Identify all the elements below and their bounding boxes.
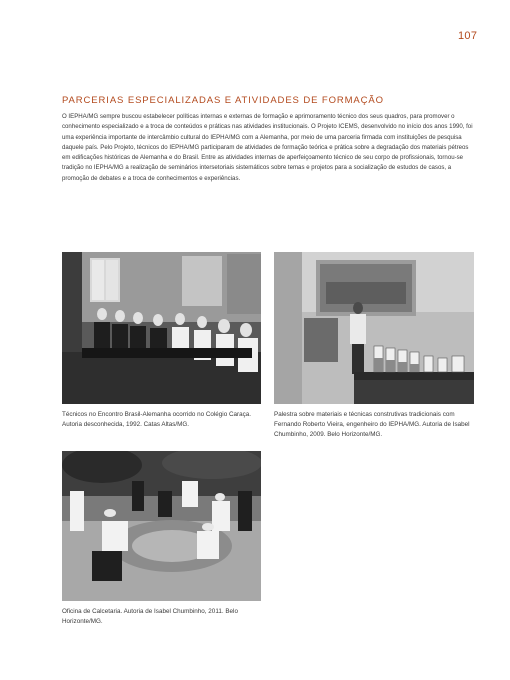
section-title: PARCERIAS ESPECIALIZADAS E ATIVIDADES DE FORMAÇÃO (62, 95, 384, 106)
photo-seminar-group (62, 252, 261, 404)
photo-lecture-materials (274, 252, 474, 404)
body-paragraph: O IEPHA/MG sempre buscou estabelecer políticas internas e externas de formação e aprimoramento técnico dos seus quadros, para promover o conhecimento especializado e a troca de conteúdos e práticas nas atividades institucionais. O Projeto ICEMS, desenvolvido no início dos anos 1990, foi uma experiência importante de intercâmbio cultural do IEPHA/MG com a Alemanha, por meio de uma parceria firmada com instituições de pesquisa daquele país. Pelo Projeto, técnicos do IEPHA/MG participaram de atividades de formação teórica e prática sobre a degradação dos materiais pétreos em edificações históricas de Alemanha e do Brasil. Entre as atividades internas de aperfeiçoamento técnico de seu corpo de profissionais, tornou-se tradição no IEPHA/MG a realização de seminários intersetoriais sistemáticos sobre temas e projetos para a socialização de estudos de casos, a promoção de debates e a troca de conhecimentos e experiências. (62, 113, 473, 182)
page-number: 107 (458, 30, 478, 42)
photo-caption-1: Técnicos no Encontro Brasil-Alemanha ocorrido no Colégio Caraça. Autoria desconhecida, 1992. Catas Altas/MG. (62, 411, 252, 428)
photo-caption-3: Oficina de Calcetaria. Autoria de Isabel Chumbinho, 2011. Belo Horizonte/MG. (62, 608, 238, 625)
photo-caption-2: Palestra sobre materiais e técnicas construtivas tradicionais com Fernando Roberto Vieira, engenheiro do IEPHA/MG. Autoria de Isabel Chumbinho, 2009. Belo Horizonte/MG. (274, 411, 470, 438)
photo-calcetaria-workshop (62, 451, 261, 601)
